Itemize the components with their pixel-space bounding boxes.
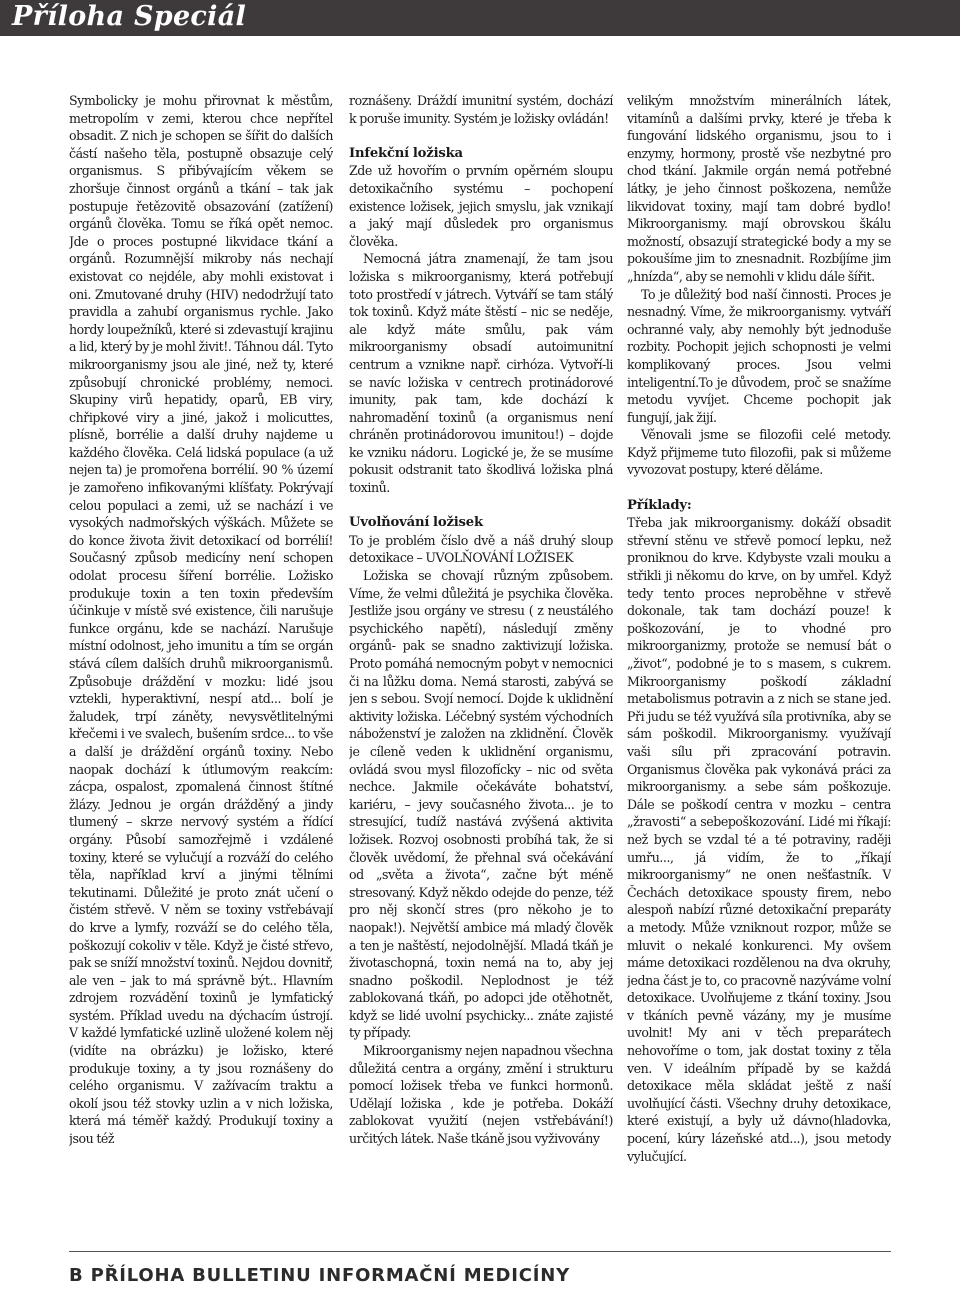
paragraph: To je problém číslo dvě a náš druhý sloup detoxikace – UVOLŇOVÁNÍ LOŽISEK (349, 532, 613, 566)
paragraph: Mikroorganismy nejen napadnou všechna důležitá centra a orgány, změní i strukturu pomocí ložisek třeba ve funkci hormonů. Udělají ložiska , kde je potřeba. Dokáží zablokovat využití (nejen vstřebávání!) určitých látek. Naše tkáně jsou vyživovány (349, 1043, 613, 1147)
footer-divider (69, 1251, 891, 1252)
spacer (627, 479, 891, 497)
paragraph: Symbolicky je mohu přirovnat k městům, metropolím v zemi, kterou chce nepřítel obsadit. Z nich je schopen se šířit do dalších částí našeho těla, postupně obsazuje celý organismus. S přibývajícím věkem se zhoršuje činnost orgánů a tkání – tak jak postupuje řetězovitě obsazování (zatížení) orgánů člověka. Tomu se říká opět nemoc. Jde o proces postupné likvidace tkání a orgánů. Rozumnější mikroby nás nechají existovat co nejdéle, aby mohli existovat i oni. Zmutované druhy (HIV) nedodržují tato pravidla a zahubí organismus rychle. Jako hordy loupežníků, které si zdevastují krajinu a lid, který by je mohl živit!. Táhnou dál. Tyto mikroorganismy jsou ale jiné, než ty, které způsobují chronické problémy, nemoci. Skupiny virů hepatidy, oparů, EB viry, chřipkové viry a jiné, jakož i molicuttes, plísně, borrélie a další druhy najdeme u každého člověka. Celá lidská populace (a už nejen ta) je promořena borrélií. 90 % území je zamořeno infikovanými klíšťaty. Pokrývají celou populaci a zemi, už se nachází i ve vysokých nadmořských výškách. Můžete se do konce života živit detoxikací od borrélií! Současný způsob medicíny není schopen odolat procesu šíření borrélie. Ložisko produkuje toxin a ten toxin především účinkuje v místě své existence, čili narušuje funkce orgánu, kde se nachází. Narušuje místní odolnost, jeho imunitu a tím se orgán stává cílem dalších druhů mikroorganismů. Způsobuje dráždění v mozku: lidé jsou vztekli, hyperaktivní, nespí atd... bolí je žaludek, trpí záněty, nevysvětlitelnými křečemi i ve svalech, bušením srdce... to vše a další je dráždění orgánů toxiny. Nebo naopak dochází k útlumovým reakcím: zácpa, ospalost, zpomalená činnost štítné žlázy. Jednou je orgán drážděný a jindy tlumený – skrze nervový systém a řídící orgány. Působí samozřejmě i vzdálené toxiny, které se vylučují a rozváží do celého těla, například krví a jinými tělními tekutinami. Důležité je proto znát učení o čistém střevě. V něm se toxiny vstřebávají do krve a lymfy, rozváží se do celého těla, poškozují cokoliv v těle. Když je čisté střevo, pak se sníží množství toxinů. Nejdou dovnitř, ale ven – jak to má správně být.. Hlavním zdrojem rozvádění toxinů je lymfatický systém. Příklad uvedu na dýchacím ústrojí. V každé lymfatické uzlině uložené kolem něj (vidíte na obrázku) je ložisko, které produkuje toxiny, a ty jsou roznášeny do celého organismu. V zažívacím traktu a okolí jsou též stovky uzlin a v nich ložiska, která má téměř každý. Produkují toxiny a jsou též (69, 93, 333, 1147)
header-bar (0, 0, 960, 36)
spacer (349, 497, 613, 515)
section-title: Příloha Speciál (12, 1, 247, 32)
text-column-1 (69, 92, 333, 1242)
text-column-2 (349, 92, 613, 1242)
spacer (349, 127, 613, 145)
paragraph: Ložiska se chovají různým způsobem. Víme, že velmi důležitá je psychika člověka. Jestliže jsou orgány ve stresu ( z neustálého psychického napětí), následují změny orgánů- pak se snadno zaktivizují ložiska. Proto pomáhá nemocným pobyt v nemocnici či na lůžku doma. Nemá starosti, zabývá se jen s sebou. Svojí nemocí. Dojde k uklidnění aktivity ložiska. Léčebný systém východních náboženství je založen na zklidnění. Člověk je cíleně veden k uklidnění organismu, ovládá svou mysl filozofícky – nic od světa nechce. Jakmile očekáváte bohatství, kariéru, – jevy současného života... je to stresující, tudíž nastává zvýšená aktivita ložisek. Rozvoj osobnosti probíhá tak, že si člověk uvědomí, že přehnal svá očekávání od „světa a života“, začne být méně stresovaný. Když někdo odejde do penze, též pro něj skončí stres (pro někoho je to naopak!). Největší ambice má mladý člověk a ten je naštěstí, nejodolnější. Mladá tkáň je životaschopná, toxin nemá na to, aby jej snadno poškodil. Neplodnost je též zablokovaná tkáň, po adopci jde otěhotnět, když se lidé uvolní psychicky... znáte zajisté ty případy. (349, 568, 613, 1041)
text-column-3 (627, 92, 891, 1242)
paragraph: To je důležitý bod naší činnosti. Proces je nesnadný. Víme, že mikroorganismy. vytváří ochranné valy, aby nemohly být jednoduše rozbity. Pochopit jejich schopnosti je velmi komplikovaný proces. Jsou velmi inteligentní.To je důvodem, proč se snažíme metodu vyvíjet. Chceme pochopit jak fungují, jak žijí. (627, 286, 891, 425)
paragraph: Věnovali jsme se filozofii celé metody. Když přijmeme tuto filozofii, pak si můžeme vyvozovat postupy, které děláme. (627, 427, 891, 478)
paragraph: roznášeny. Dráždí imunitní systém, dochází k poruše imunity. Systém je ložisky ovládán! (349, 93, 613, 126)
paragraph: Nemocná játra znamenají, že tam jsou ložiska s mikroorganismy, která potřebují toto prostředí v játrech. Vytváří se tam stálý tok toxinů. Když máte štěstí – nic se neděje, ale když máte smůlu, pak vám mikroorganismy obsadí autoimunitní centrum a vznikne např. cirhóza. Vytvoří-li se navíc ložiska v centrech protinádorové imunity, pak tam, kde dochází k nahromadění toxinů (a organismus není chráněn protinádorovou imunitou!) – dojde ke vzniku nádoru. Logické je, že se musíme pokusit odstranit tato škodlivá ložiska plná toxinů. (349, 251, 613, 496)
paragraph: velikým množstvím minerálních látek, vitamínů a dalšími prvky, které je třeba k fungování lidského organismu, jsou to i enzymy, hormony, prostě vše nezbytné pro chod tkání. Jakmile orgán nemá potřebné látky, je jeho činnost poškozena, nemůže likvidovat toxiny, mají tam dobré bydlo! Mikroorganismy. mají obrovskou škálu možností, obsazují strategické body a my se pokoušíme jim to znesnadnit. Rozbíjíme jim „hnízda“, aby se nemohli v klidu dále šířit. (627, 93, 891, 284)
section-heading-uvolnovani-lozisek: Uvolňování ložisek (349, 515, 483, 531)
footer-caption: B PŘÍLOHA BULLETINU INFORMAČNÍ MEDICÍNY (69, 1265, 570, 1286)
section-heading-infekcni-loziska: Infekční ložiska (349, 145, 463, 161)
paragraph: Třeba jak mikroorganismy. dokáží obsadit střevní stěnu ve střevě pomocí lepku, než proniknou do krve. Kdybyste vzali mouku a střikli ji někomu do krve, on by umřel. Když tedy tento proces neproběhne v střevě dokonale, tak tam dochází pouze! k poškozování, je to vhodné pro mikroorganizmy, protože se nemusí bát o „život“, podobné je to s masem, s cukrem. Mikroorganismy poškodí základní metabolismus potravin a z nich se stane jed. Při judu se též využívá síla protivníka, aby se sám poškodil. Mikroorganismy. využívají vaši sílu při zpracování potravin. Organismus člověka pak vykonává práci za mikroorganismy. a sebe sám poškozuje. Dále se poškodí centra v mozku – centra „žravosti“ a sebepoškozování. Lidé mi říkají: než bych se vzdal té a té potraviny, raději umřu..., já vidím, že to „říkají mikroorganismy“ ne onen nešťastník. V Čechách detoxikace spousty firem, nebo alespoň nabízí různé detoxikační preparáty a metody. Může vzniknout rozpor, může se mluvit o nekalé konkurenci. My ovšem máme detoxikaci rozdělenou na dva okruhy, jedna část je to, co pracovně nazýváme volní detoxikace. Uvolňujeme z tkání toxiny. Jsou v tkáních pevně vázány, my je musíme uvolnit! My ani v těch preparátech nehovoříme o tom, jak dostat toxiny z těla ven. V ideálním případě by se každá detoxikace měla skládat ještě z naší uvolňující části. Všechny druhy detoxikace, které existují, a byly už dávno(hladovka, pocení, kúry lázeňské atd...), jsou metody vylučující. (627, 515, 891, 1164)
paragraph: Zde už hovořím o prvním opěrném sloupu detoxikačního systému – pochopení existence ložisek, jejich smyslu, jak vznikají a jaký mají důsledek pro organismus člověka. (349, 163, 613, 249)
section-heading-priklady: Příklady: (627, 497, 692, 513)
